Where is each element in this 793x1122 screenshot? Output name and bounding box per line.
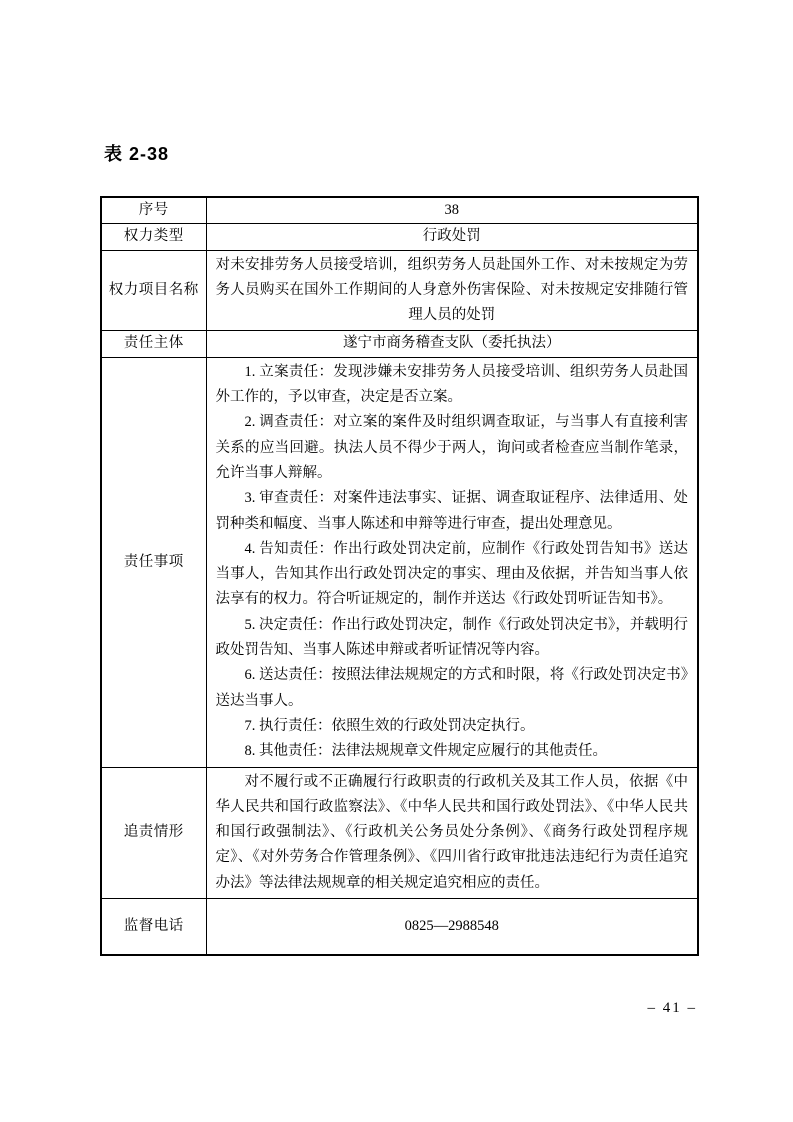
row-value-responsible-entity: 遂宁市商务稽查支队（委托执法） — [206, 331, 698, 357]
duty-item-4: 4. 告知责任：作出行政处罚决定前，应制作《行政处罚告知书》送达当事人，告知其作出行政处罚决定的事实、理由及依据，并告知当事人依法享有的权力。符合听证规定的，制作并送达《行政处罚听证告知书》。 — [215, 540, 688, 608]
table-row-power-type — [101, 224, 698, 250]
row-label-power-item: 权力项目名称 — [101, 250, 206, 331]
duty-item-2: 2. 调查责任：对立案的案件及时组织调查取证，与当事人有直接利害关系的应当回避。执法人员不得少于两人，询问或者检查应当制作笔录，允许当事人辩解。 — [215, 414, 688, 481]
row-value-power-type: 行政处罚 — [206, 224, 698, 250]
row-label-accountability: 追责情形 — [101, 767, 206, 898]
row-label-phone: 监督电话 — [101, 899, 206, 955]
page-number: – 41 – — [647, 1000, 697, 1016]
table-row-accountability — [101, 767, 698, 898]
duty-item-6: 6. 送达责任：按照法律法规规定的方式和时限，将《行政处罚决定书》送达当事人。 — [215, 667, 688, 709]
row-value-power-item: 对未安排劳务人员接受培训，组织劳务人员赴国外工作、对未按规定为劳务人员购买在国外工作期间的人身意外伤害保险、对未按规定安排随行管理人员的处罚 — [206, 250, 698, 331]
row-label-serial: 序号 — [101, 197, 206, 224]
row-label-duties: 责任事项 — [101, 357, 206, 767]
table-caption: 表 2-38 — [104, 144, 170, 164]
duty-item-7: 7. 执行责任：依照生效的行政处罚决定执行。 — [244, 717, 535, 734]
row-value-serial: 38 — [206, 197, 698, 224]
row-label-responsible-entity: 责任主体 — [101, 331, 206, 357]
row-value-duties — [206, 357, 698, 767]
table-row-power-item — [101, 250, 698, 331]
duty-item-5: 5. 决定责任：作出行政处罚决定，制作《行政处罚决定书》，并载明行政处罚告知、当事人陈述申辩或者听证情况等内容。 — [215, 616, 688, 659]
row-value-phone: 0825—2988548 — [206, 899, 698, 955]
table-row-phone — [101, 899, 698, 955]
table-row-responsible-entity — [101, 331, 698, 357]
accountability-text: 对不履行或不正确履行行政职责的行政机关及其工作人员，依据《中华人民共和国行政监察法》、《中华人民共和国行政处罚法》、《中华人民共和国行政强制法》、《行政机关公务员处分条例》、《商务行政处罚程序规定》、《对外劳务合作管理条例》、《四川省行政审批违法违纪行为责任追究办法》等法律法规规章的相关规定追究相应的责任。 — [215, 773, 688, 891]
duty-item-1: 1. 立案责任：发现涉嫌未安排劳务人员接受培训、组织劳务人员赴国外工作的，予以审查，决定是否立案。 — [215, 363, 688, 406]
table-row-serial — [101, 197, 698, 224]
duty-item-3: 3. 审查责任：对案件违法事实、证据、调查取证程序、法律适用、处罚种类和幅度、当事人陈述和申辩等进行审查，提出处理意见。 — [215, 490, 688, 532]
power-duty-table — [100, 196, 699, 956]
row-label-power-type: 权力类型 — [101, 224, 206, 250]
duty-item-8: 8. 其他责任：法律法规规章文件规定应履行的其他责任。 — [244, 743, 607, 760]
table-row-duties — [101, 357, 698, 767]
row-value-accountability — [206, 767, 698, 898]
